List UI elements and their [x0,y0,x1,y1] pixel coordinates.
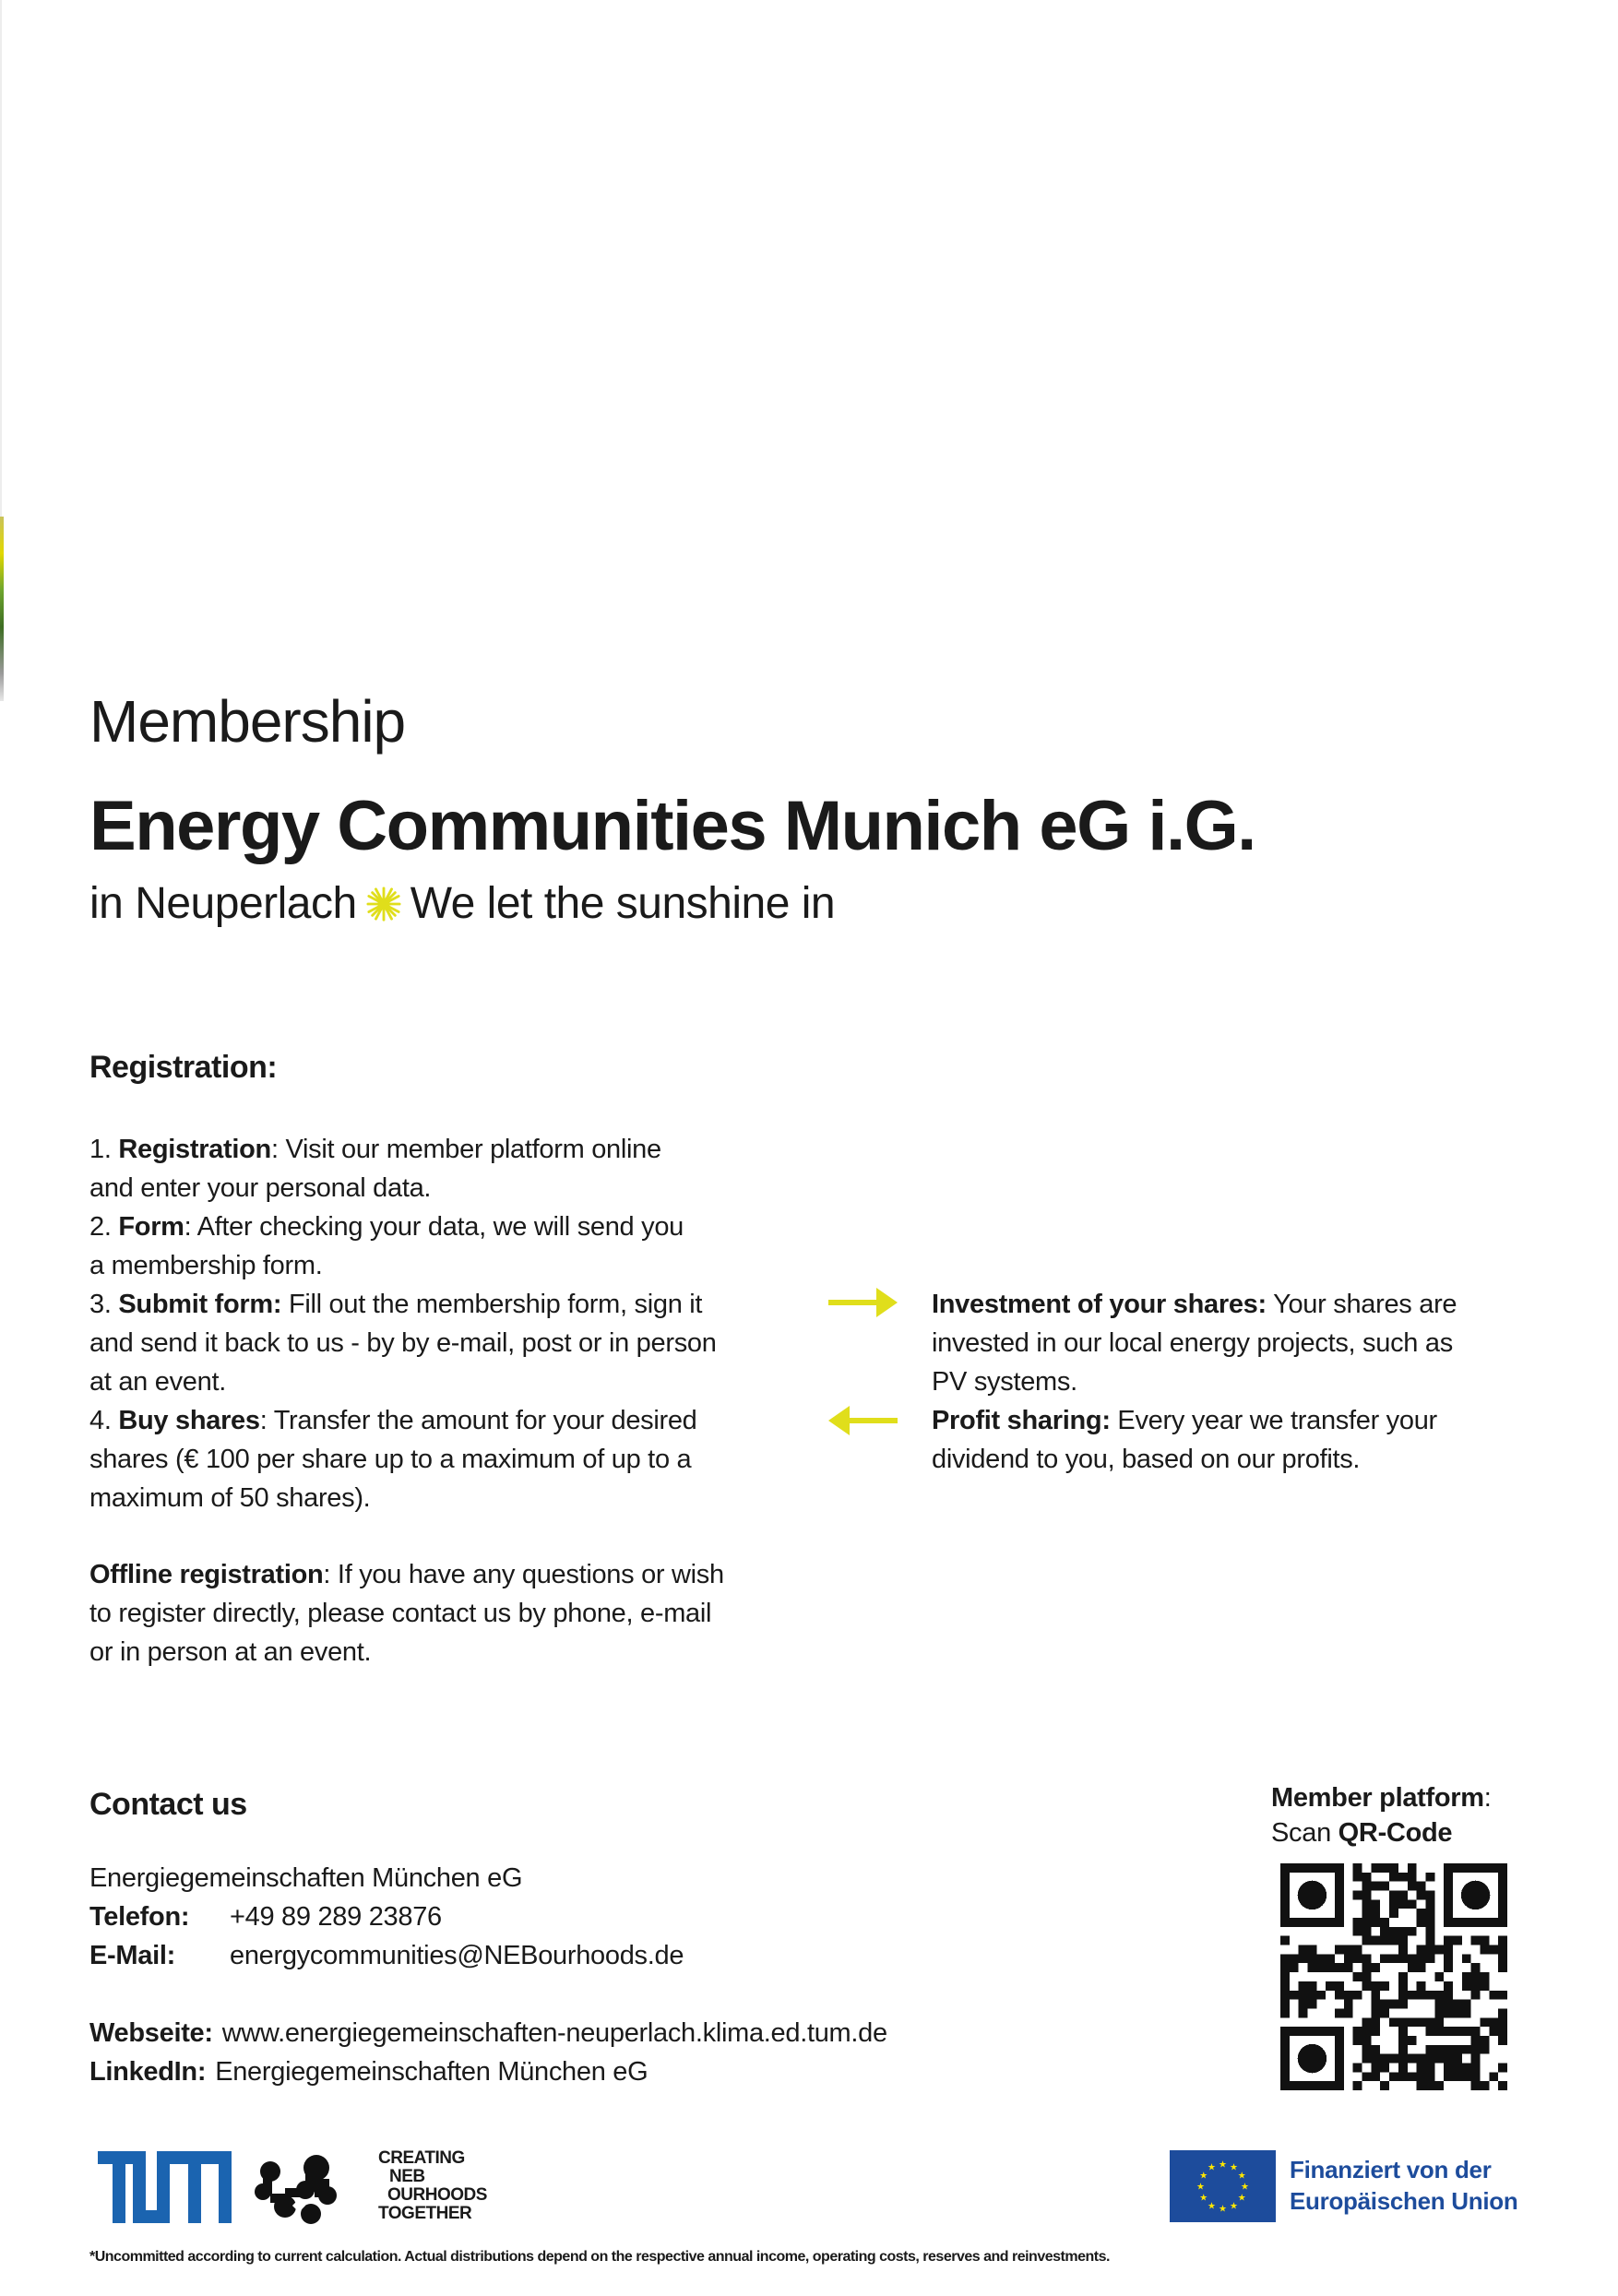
registration-steps [89,1130,809,1517]
registration-heading: Registration: [89,1050,278,1085]
subtitle-left: in Neuperlach [89,879,357,928]
eu-star-icon: ★ [1219,2159,1227,2171]
eu-star-icon: ★ [1196,2182,1205,2193]
eu-star-icon: ★ [1237,2193,1246,2204]
eu-star-icon: ★ [1199,2193,1208,2204]
linkedin-link[interactable]: Energiegemeinschaften München eG [215,2057,648,2087]
step-label: Submit form: [118,1290,282,1319]
kicker: Membership [89,688,406,755]
contact-heading: Contact us [89,1787,247,1822]
neb-logo-text: CREATING NEB OURHOODS TOGETHER [378,2148,487,2223]
eu-star-icon: ★ [1199,2171,1208,2182]
email-row: E-Mail: energycommunities@NEBourhoods.de [89,1936,1012,1975]
step-3: 3. Submit form: Fill out the membership form, sign it and send it back to us - by by e-mail, post or in person at an event. [89,1290,717,1397]
investment-text: Investment of your shares: Your shares are invested in our local energy projects, such as PV systems. [932,1290,1457,1397]
step-label: Form [118,1212,184,1242]
member-platform-label: Member platform: Scan QR-Code [1271,1783,1492,1848]
phone-link[interactable]: +49 89 289 23876 [230,1902,442,1932]
eu-star-icon: ★ [1219,2204,1227,2215]
shares-flow [932,1285,1522,1479]
footnote: *Uncommitted according to current calculation. Actual distributions depend on the respective annual income, operating costs, reserves and reinvestments. [89,2249,1110,2265]
website-link[interactable]: www.energiegemeinschaften-neuperlach.klima.ed.tum.de [221,2018,887,2048]
eu-funding-text: Finanziert von der Europäischen Union [1290,2156,1518,2215]
eu-flag-icon [1170,2150,1276,2222]
phone-row: Telefon: +49 89 289 23876 [89,1897,1012,1936]
eu-star-icon: ★ [1230,2201,1238,2212]
subtitle-right: We let the sunshine in [410,879,836,928]
eu-star-icon: ★ [1230,2162,1238,2173]
offline-registration: Offline registration: If you have any questions or wish to register directly, please contact us by phone, e-mail or in person at an event. [89,1560,724,1667]
linkedin-row: LinkedIn: Energiegemeinschaften München eG [89,2057,648,2087]
offline-label: Offline registration [89,1560,324,1589]
step-label: Buy shares [118,1406,260,1435]
step-4: 4. Buy shares: Transfer the amount for your desired shares (€ 100 per share up to a maximum of up to a maximum of 50 shares). [89,1406,697,1513]
arrow-left-icon [828,1404,898,1437]
website-row: Webseite: www.energiegemeinschaften-neuperlach.klima.ed.tum.de [89,2018,887,2048]
eu-star-icon: ★ [1208,2162,1216,2173]
tum-logo [98,2151,232,2223]
qr-code[interactable] [1280,1863,1507,2090]
eu-star-icon: ★ [1241,2182,1249,2193]
step-label: Registration [118,1135,271,1164]
page-edge-line [0,0,2,517]
org-name: Energiegemeinschaften München eG [89,1863,523,1893]
eu-star-icon: ★ [1208,2201,1216,2212]
step-1: 1. Registration: Visit our member platform online and enter your personal data. [89,1135,661,1203]
page-edge-image-strip [0,517,4,701]
page-title: Energy Communities Munich eG i.G. [89,787,1255,865]
neb-logo-icon [254,2151,337,2225]
contact-details [89,1859,1012,2091]
profit-text: Profit sharing: Every year we transfer your dividend to you, based on our profits. [932,1406,1437,1474]
eu-star-icon: ★ [1237,2171,1246,2182]
email-link[interactable]: energycommunities@NEBourhoods.de [230,1941,684,1970]
sun-icon [366,886,401,922]
subtitle [89,878,835,929]
step-2: 2. Form: After checking your data, we will send you a membership form. [89,1212,684,1280]
arrow-right-icon [828,1286,898,1319]
